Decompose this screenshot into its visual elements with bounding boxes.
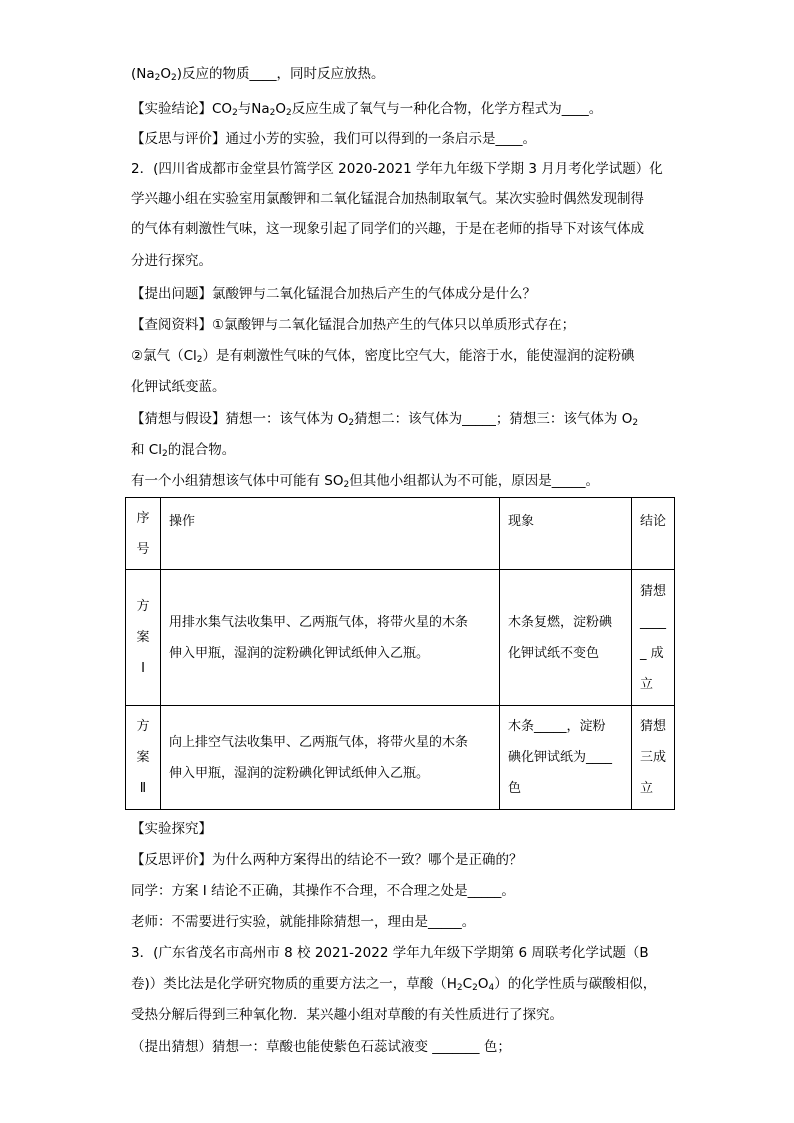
row2-phenomenon: 木条_____，淀粉 碘化钾试纸为____ 色 [500,706,632,810]
row2-operation: 向上排空气法收集甲、乙两瓶气体，将带火星的木条 伸入甲瓶，湿润的淀粉碘化钾试纸伸入乙瓶。 [161,706,500,810]
q2-header-line-1: 2．(四川省成都市金堂县竹篙学区 2020-2021 学年九年级下学期 3 月月考化学试题）化 [131,161,663,177]
line-experiment-conclusion: 【实验结论】$CO_2$与$Na_2O_2$反应生成了氧气与一种化合物，化学方程式为____。 [131,101,603,118]
row1-no: 方 案 I [126,570,161,706]
table-row [126,570,675,706]
q2-guess-1: 【猜想与假设】猜想一：该气体为 $O_2$猜想二：该气体为_____；猜想三：该气体为 $O_2$ [131,411,639,428]
q2-header-line-2: 学兴趣小组在实验室用氯酸钾和二氧化锰混合加热制取氧气。某次实验时偶然发现制得 [131,191,644,207]
header-conclusion: 结论 [632,498,675,570]
q2-teacher: 老师：不需要进行实验，就能排除猜想一，理由是_____。 [131,914,476,930]
row2-no: 方 案 Ⅱ [126,706,161,810]
experiment-table [125,497,675,810]
q2-header-line-4: 分进行探究。 [131,253,212,269]
table-row [126,706,675,810]
row2-conclusion: 猜想 三成 立 [632,706,675,810]
q2-info-3: 化钾试纸变蓝。 [131,379,226,395]
q2-explore: 【实验探究】 [131,821,212,837]
q3-guess: （提出猜想）猜想一：草酸也能使紫色石蕊试液变 _______ 色； [131,1039,511,1055]
line-reaction-substance: $(Na_2O_2)$反应的物质____，同时反应放热。 [131,66,385,83]
q3-header-line-1: 3．(广东省茂名市高州市 8 校 2021-2022 学年九年级下学期第 6 周联考化学试题（B [131,945,649,961]
q2-header-line-3: 的气体有刺激性气味，这一现象引起了同学们的兴趣，于是在老师的指导下对该气体成 [131,221,644,237]
q2-reflect: 【反思评价】为什么两种方案得出的结论不一致？哪个是正确的？ [131,852,523,868]
q2-info-2: ②氯气$(Cl_2)$是有刺激性气味的气体，密度比空气大，能溶于水，能使湿润的淀粉碘 [131,348,635,365]
table-header-row [126,498,675,570]
header-phenomenon: 现象 [500,498,632,570]
header-operation: 操作 [161,498,500,570]
q2-info-1: 【查阅资料】①氯酸钾与二氧化锰混合加热产生的气体只以单质形式存在； [131,317,576,333]
q2-guess-2: 和 $Cl_2$的混合物。 [131,442,236,459]
line-reflection: 【反思与评价】通过小芳的实验，我们可以得到的一条启示是____。 [131,131,536,147]
row1-phenomenon: 木条复燃，淀粉碘 化钾试纸不变色 [500,570,632,706]
q3-header-line-3: 受热分解后得到三种氧化物．某兴趣小组对草酸的有关性质进行了探究。 [131,1007,563,1023]
q3-header-line-2: 卷)）类比法是化学研究物质的重要方法之一，草酸$(H_2C_2O_4)$的化学性质与碳酸相似， [131,976,657,993]
header-no: 序 号 [126,498,161,570]
q2-student: 同学：方案 I 结论不正确，其操作不合理，不合理之处是_____。 [131,883,515,899]
row1-operation: 用排水集气法收集甲、乙两瓶气体，将带火星的木条 伸入甲瓶，湿润的淀粉碘化钾试纸伸入乙瓶。 [161,570,500,706]
row1-conclusion: 猜想 ____ _ 成 立 [632,570,675,706]
q2-question: 【提出问题】氯酸钾与二氧化锰混合加热后产生的气体成分是什么？ [131,286,536,302]
q2-guess-3: 有一个小组猜想该气体中可能有 $SO_2$但其他小组都认为不可能，原因是_____。 [131,473,599,490]
